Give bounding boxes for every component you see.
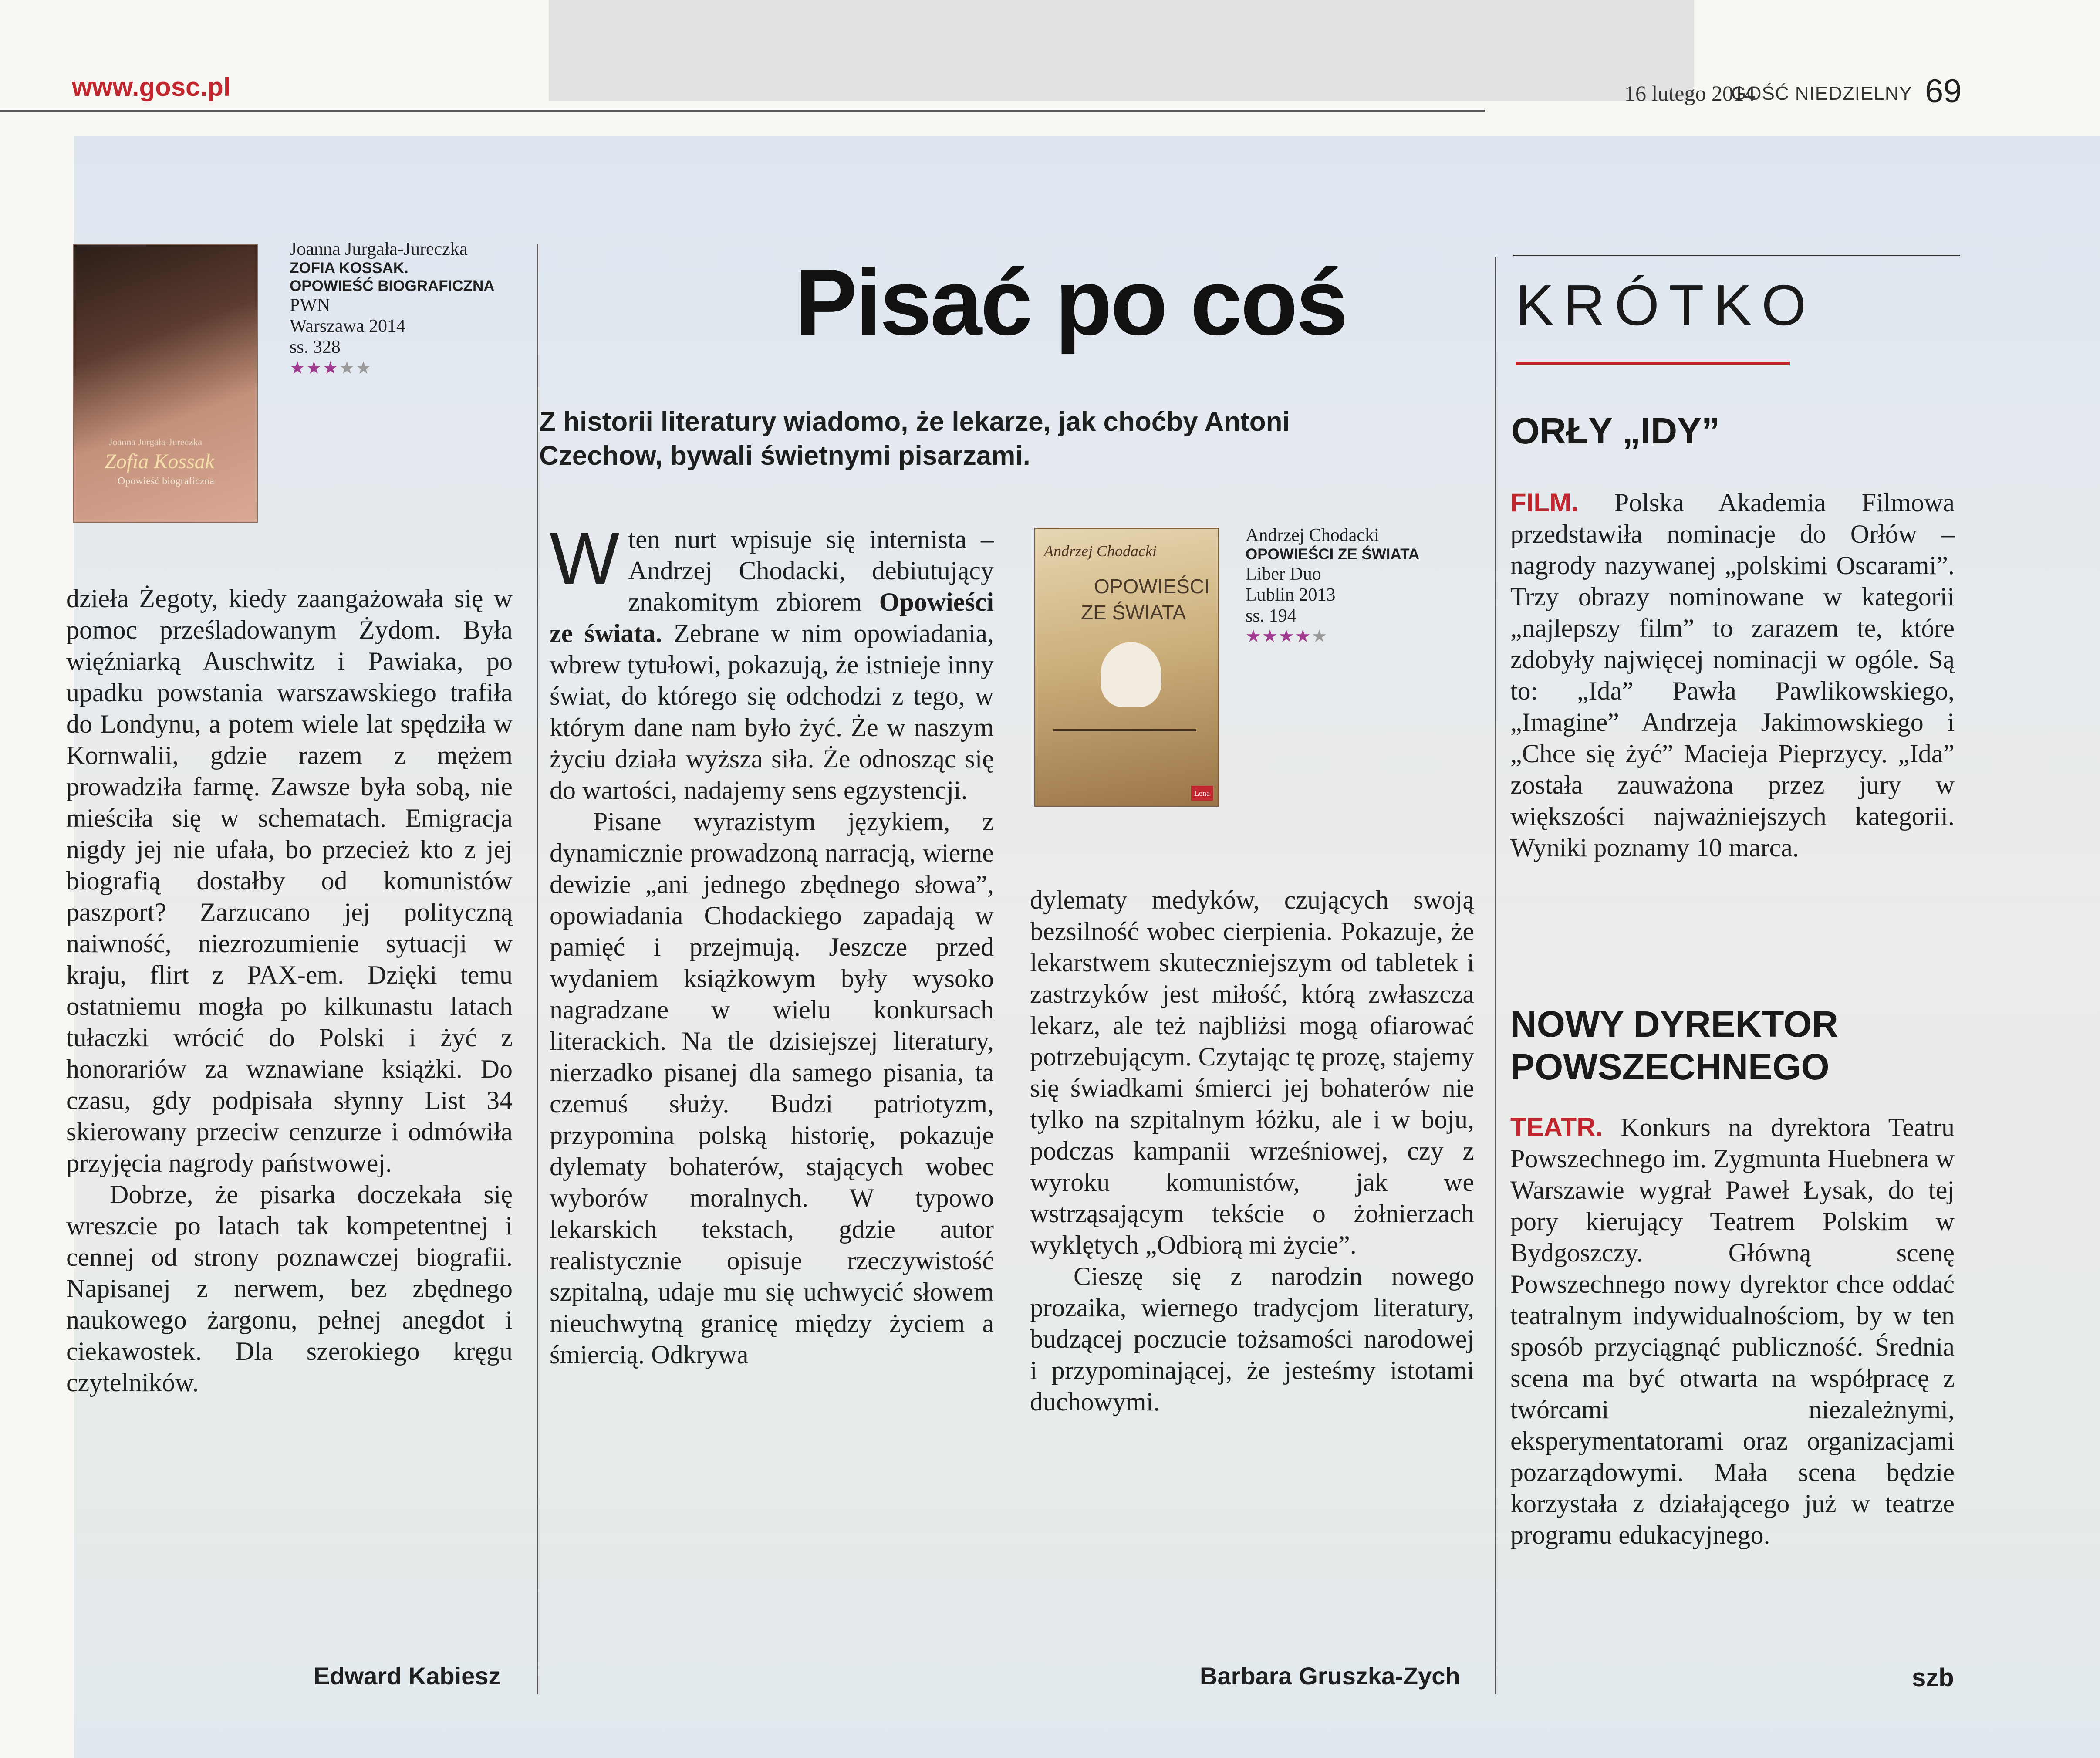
review-text-column [66, 583, 513, 1398]
star-icon: ★★★★ [1246, 626, 1312, 647]
paragraph: Cieszę się z narodzin nowego prozaika, wiernego tradycjom literatury, budzącej poczucie tożsamości narodowej i przypominającej, że jesteśmy istotami duchowymi. [1030, 1262, 1474, 1416]
page-number: 69 [1925, 73, 1962, 110]
article-lead: Z historii literatury wiadomo, że lekarze, jak choćby Antoni Czechow, bywali świetnymi pisarzami. [539, 407, 1290, 471]
rating-stars [290, 358, 516, 378]
article-author: Barbara Gruszka-Zych [1200, 1662, 1460, 1690]
paragraph: Pisane wyrazistym językiem, z dynamicznie prowadzoną narracją, wierne dewizie „ani jednego zbędnego słowa”, opowiadania Chodackiego zapadają w pamięć i przejmują. Jeszcze przed wydaniem książkowym były wysoko nagradzane w wielu konkursach literackich. Na tle dzisiejszej literatury, nierzadko pisanej dla samego pisania, ta czemuś służy. Budzi patriotyzm, przypomina polską historię, pokazuje dylematy bohaterów, stających wobec wyborów moralnych. W typowo lekarskich tekstach, gdzie autor realistycznie opisuje rzeczywistość szpitalną, udaje mu się uchwycić słowem nieuchwytną granicę między życiem a śmiercią. Odkrywa [550, 807, 994, 1369]
bird-illustration [1101, 642, 1161, 707]
book-info-block [1246, 525, 1481, 646]
cover-title-text: Zofia Kossak [105, 450, 215, 473]
sidebar-top-rule [1513, 255, 1960, 256]
news-heading: NOWY DYREKTOR POWSZECHNEGO [1510, 1004, 1838, 1087]
book-pages: ss. 194 [1246, 606, 1296, 626]
site-url-link[interactable]: www.gosc.pl [72, 72, 231, 101]
article-title: Pisać po coś [795, 250, 1347, 355]
issue-date: 16 lutego 2014 [1624, 81, 1755, 105]
cover-title-text: OPOWIEŚCI [1094, 575, 1210, 598]
news-kicker: FILM. [1510, 488, 1579, 517]
news-signature: szb [1912, 1663, 1954, 1692]
book-cover-image [1034, 528, 1219, 807]
book-title-line: OPOWIEŚĆ BIOGRAFICZNA [290, 277, 495, 294]
cover-subtitle-text: Opowieść biograficzna [118, 476, 214, 487]
column-divider-right [1495, 257, 1496, 1694]
book-publisher: Liber Duo [1246, 564, 1321, 584]
book-info-block [290, 239, 516, 378]
paragraph: Dobrze, że pisarka doczekała się wreszcie po latach tak kompetentnej i cennej od strony poznawczej biografii. Napisanej z nerwem, bez zbędnego naukowego żargonu, pełnej anegdot i ciekawostek. Dla szerokiego kręgu czytelników. [66, 1180, 513, 1397]
header-divider [0, 110, 1485, 112]
book-author: Joanna Jurgała-Jureczka [290, 239, 468, 259]
star-icon: ★ [1311, 626, 1328, 647]
paragraph: W ten nurt wpisuje się internista – Andrzej Chodacki, debiutujący znakomitym zbiorem Opowieści ze świata. Zebrane w nim opowiadania, wbrew tytułowi, pokazują, że istnieje inny świat, do którego się odchodzi z tego, w którym dane nam było żyć. Że w naszym życiu działa wyższa siła. Że odnosząc się do wartości, nadajemy sens egzystencji. [550, 517, 994, 805]
sidebar-heading: KRÓTKO [1516, 273, 1816, 337]
cover-author-text: Andrzej Chodacki [1044, 542, 1157, 560]
book-publisher: PWN [290, 295, 331, 315]
book-place-year: Lublin 2013 [1246, 585, 1336, 605]
paragraph: dzieła Żegoty, kiedy zaangażowała się w pomoc prześladowanym Żydom. Była więźniarką Auschwitz i Pawiaka, po upadku powstania warszawskiego trafiła do Londynu, a potem wiele lat spędziła w Kornwalii, gdzie razem z mężem prowadziła farmę. Zawsze była sobą, nie mieściła się w schematach. Emigracja nigdy jej nie ufała, bo przecież kto z jej biografią dostałby od komunistów paszport? Zarzucano jej polityczną naiwność, niezrozumienie sytuacji w kraju, flirt z PAX-em. Dzięki temu ostatniemu mogła po kilkunastu latach tułaczki wrócić do Polski i żyć z honorariów za wznawiane książki. Do czasu, gdy podpisała słynny List 34 skierowany przeciw cenzurze i odmówiła przyjęcia nagrody państwowej. [66, 584, 513, 1177]
paragraph: FILM. Polska Akademia Filmowa przedstawiła nominacje do Orłów – nagrody nazywanej „polskimi Oscarami”. Trzy obrazy nominowane w kategorii „najlepszy film” to zarazem te, które zdobyły najwięcej nominacji w ogóle. Są to: „Ida” Pawła Pawlikowskiego, „Imagine” Andrzeja Jakimowskiego i „Chce się żyć” Macieja Pieprzycy. „Ida” została zauważona przez jury w większości najważniejszych kategorii. Wyniki poznamy 10 marca. [1510, 488, 1955, 862]
book-cover-image [73, 244, 258, 523]
book-pages: ss. 328 [290, 337, 341, 358]
star-icon: ★★★ [290, 358, 339, 378]
news-kicker: TEATR. [1510, 1112, 1603, 1142]
article-text-column-2 [1030, 884, 1474, 1417]
book-title-line: OPOWIEŚCI ZE ŚWIATA [1246, 546, 1420, 563]
book-title-line: ZOFIA KOSSAK. [290, 260, 409, 277]
header-background-band [549, 0, 1694, 101]
review-author: Edward Kabiesz [314, 1662, 501, 1690]
news-heading: ORŁY „IDY” [1511, 410, 1720, 451]
drop-cap: W [550, 517, 620, 600]
wire-illustration [1053, 729, 1196, 731]
book-place-year: Warszawa 2014 [290, 316, 406, 337]
cover-title-text: ZE ŚWIATA [1081, 601, 1186, 624]
rating-stars [1246, 626, 1481, 646]
paragraph: TEATR. Konkurs na dyrektora Teatru Powszechnego im. Zygmunta Huebnera w Warszawie wygrał Paweł Łysak, do tej pory kierujący Teatrem Polskim w Bydgoszczy. Główną scenę Powszechnego nowy dyrektor chce oddać teatralnym indywidualnościom, by w ten sposób przyciągnąć publiczność. Średnia scena ma być otwarta na współpracę z twórcami niezależnymi, eksperymentatorami oraz organizacjami pozarządowymi. Mała scena będzie korzystała z działającego już w teatrze programu edukacyjnego. [1510, 1112, 1955, 1549]
sidebar-heading-underline [1516, 362, 1790, 365]
book-title-emphasis: Opowieści ze świata. [550, 588, 994, 648]
publisher-badge: Lena [1191, 786, 1213, 801]
news-item-film [1510, 487, 1955, 863]
article-text-column-1 [550, 517, 994, 1370]
cover-author-text: Joanna Jurgała-Jureczka [109, 436, 202, 447]
book-author: Andrzej Chodacki [1246, 525, 1379, 545]
news-item-theatre [1510, 1112, 1955, 1551]
star-icon: ★★ [339, 358, 372, 378]
magazine-name: GOŚĆ NIEDZIELNY [1731, 83, 1912, 104]
column-divider-left [537, 244, 538, 1694]
paragraph: dylematy medyków, czujących swoją bezsilność wobec cierpienia. Pokazuje, że lekarstwem skuteczniejszym od tabletek i zastrzyków jest miłość, którą zwłaszcza lekarz, ale też najbliżsi mogą ofiarować potrzebującym. Czytając tę prozę, stajemy się świadkami śmierci jej bohaterów nie tylko na szpitalnym łóżku, ale i w boju, podczas kampanii wrześniowej, czy z wyroku komunistów, jak we wstrząsającym tekście o żołnierzach wyklętych „Odbiorą mi życie”. [1030, 886, 1474, 1259]
